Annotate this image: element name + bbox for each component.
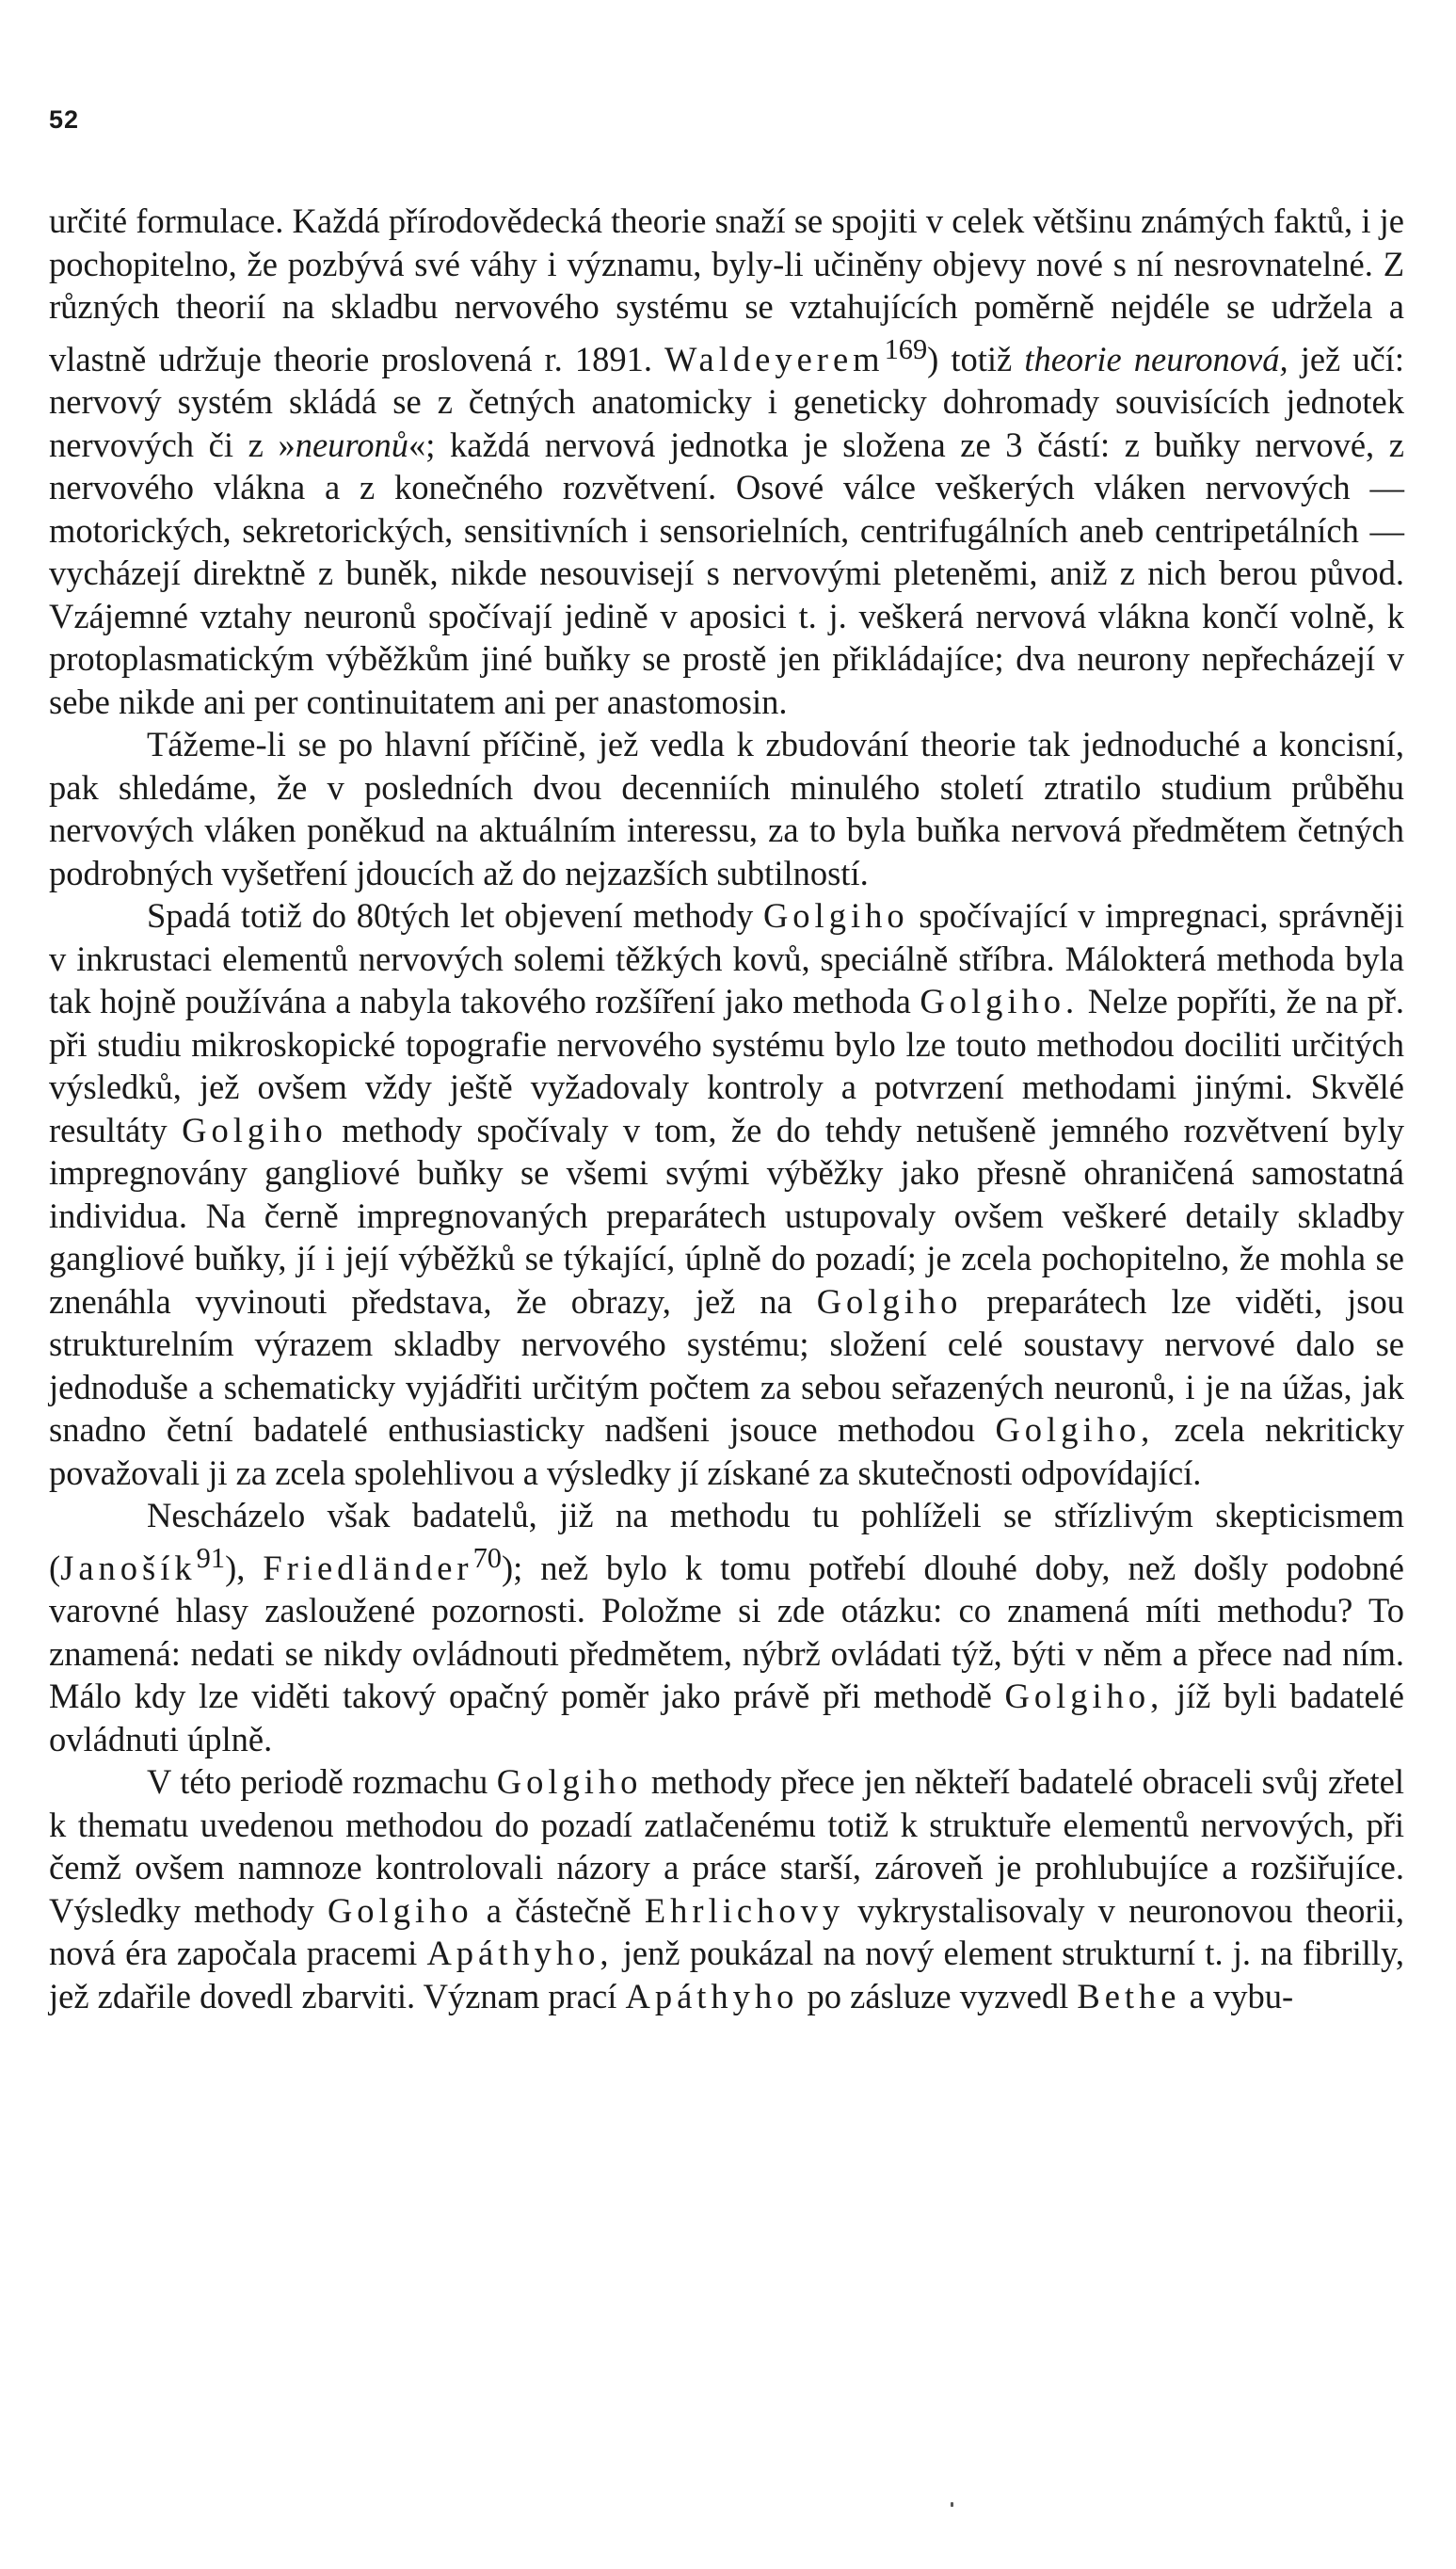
text-run: Nescházelo však badatelů, již na methodu tu pohlíželi se střízlivým skepticismem ( — [49, 1496, 1404, 1587]
text-run: jenž poukázal na nový element strukturní t. j. na fibrilly, jež zdařile dovedl zbarviti. Význam prací — [49, 1934, 1404, 2015]
page-number: 52 — [49, 105, 80, 134]
reference-number: 169 — [884, 332, 928, 365]
text-run: methody spočívaly v tom, že do tehdy netušeně jemného rozvětvení byly impregnovány gangliové buňky se všemi svými výběžky jako přesně ohraničená samostatná individua. Na černě impregnovaných preparátech ustupovaly ovšem veškeré detaily skladby gangliové buňky, jí i její výběžků se týkající, úplně do pozadí; je zcela pochopitelno, že mohla se znenáhla vyvinouti představa, že obrazy, jež na — [49, 1110, 1405, 1321]
text-run: Nelze popříti, že na př. při studiu mikroskopické topografie nervového systému bylo lze touto methodou dociliti určitých výsledků, jež ovšem vždy ještě vyžadovaly kontroly a potvrzení methodami jinými. Skvělé resultáty — [49, 982, 1404, 1149]
reference-number: 70 — [472, 1541, 502, 1574]
paragraph — [49, 200, 1404, 723]
text-run: «; každá nervová jednotka je složena ze 3 částí: z buňky nervové, z nervového vlákna a z konečného rozvětvení. Osové válce veškerých vláken nervových — motorických, sekretorických, sensitivních i sensorielních, centrifugálních aneb centripetálních — vycházejí direktně z buněk, nikde nesouvisejí s nervovými pleteněmi, aniž z nich berou původ. Vzájemné vztahy neuronů spočívají jedině v aposici t. j. veškerá nervová vlákna končí volně, k protoplasmatickým výběžkům jiné buňky se prostě jen přikládajíce; dva neurony nepřecházejí v sebe nikde ani per continuitatem ani per anastomosin. — [49, 425, 1404, 721]
reference-number: 91 — [196, 1541, 226, 1574]
text-run: zcela nekriticky považovali ji za zcela spolehlivou a výsledky jí získané za skutečnosti odpovídající. — [49, 1410, 1405, 1492]
spaced-name: Golgiho — [496, 1762, 643, 1802]
text-run: Spadá totiž do 80tých let objevení methody — [147, 896, 763, 936]
spaced-name: Apáthyho — [625, 1976, 799, 2015]
spaced-name: Friedländer — [263, 1548, 473, 1587]
spaced-name: Ehrlichovy — [644, 1890, 845, 1930]
paragraph — [49, 723, 1404, 894]
text-run: V této periodě rozmachu — [147, 1762, 497, 1802]
body-text — [49, 200, 1404, 2017]
text-run: jíž byli badatelé ovládnuti úplně. — [49, 1677, 1404, 1758]
text-run: a vybu- — [1180, 1976, 1294, 2015]
spaced-name: Waldeyerem — [664, 339, 885, 378]
text-run: methody přece jen někteří badatelé obraceli svůj zřetel k thematu uvedenou methodou do pozadí zatlačenému totiž k struktuře elementů nervových, při čemž ovšem namnoze kontrolovali názory a práce starší, zároveň je prohlubujíce a rozšiřujíce. Výsledky methody — [49, 1762, 1405, 1930]
spaced-name: Golgiho — [182, 1110, 328, 1149]
spaced-name: Golgiho — [816, 1281, 963, 1321]
spaced-name: Janošík — [60, 1548, 197, 1587]
text-run: vykrystalisovaly v neuronovou theorii, nová éra započala pracemi — [49, 1890, 1404, 1973]
spaced-name: Golgiho, — [1004, 1677, 1164, 1716]
text-run: ), — [225, 1548, 264, 1587]
italic-term: neuronů — [295, 425, 409, 464]
text-run: jež učí: nervový systém skládá se z četných anatomicky i geneticky dohromady souvisících jednotek nervových či z » — [49, 339, 1405, 464]
text-run: a částečně — [472, 1890, 645, 1930]
spaced-name: Apáthyho, — [426, 1934, 614, 1973]
text-run: ); než bylo k tomu potřebí dlouhé doby, než došly podobné varovné hlasy zasloužené pozornosti. Položme si zde otázku: co znamená míti methodu? To znamená: nedati se nikdy ovládnouti předmětem, nýbrž ovládati týž, býti v něm a přece nad ním. Málo kdy lze viděti takový opačný poměr jako právě při methodě — [49, 1548, 1404, 1716]
spaced-name: Golgiho — [762, 896, 909, 936]
text-run: Tážeme-li se po hlavní příčině, jež vedla k zbudování theorie tak jednoduché a koncisní, pak shledáme, že v posledních dvou decenniích minulého století ztratilo studium průběhu nervových vláken poněkud na aktuálním interessu, za to byla buňka nervová předmětem četných podrobných vyšetření jdoucích až do nejzazších subtilností. — [49, 725, 1404, 892]
spaced-name: Bethe — [1077, 1976, 1181, 2015]
paragraph — [49, 894, 1404, 1494]
spaced-name: Golgiho. — [920, 982, 1080, 1021]
print-speck — [951, 2502, 953, 2507]
text-run: preparátech lze viděti, jsou strukturelním výrazem skladby nervového systému; složení celé soustavy nervové dalo se jednoduše a schematicky vyjádřiti určitým počtem za sebou seřazených neuronů, i je na úžas, jak snadno četní badatelé enthusiasticky nadšeni jsouce methodou — [49, 1281, 1404, 1450]
text-run: ) totiž — [927, 339, 1025, 378]
spaced-name: Golgiho — [327, 1890, 473, 1930]
paragraph — [49, 1494, 1404, 1760]
spaced-name: Golgiho, — [995, 1410, 1155, 1450]
text-run: určité formulace. Každá přírodovědecká theorie snaží se spojiti v celek většinu známých faktů, i je pochopitelno, že pozbývá své váhy i významu, byly-li učiněny objevy nové s ní nesrovnatelné. Z různých theorií na skladbu nervového systému se vztahujících poměrně nejdéle se udržela a vlastně udržuje theorie proslovená r. 1891. — [49, 201, 1404, 378]
text-run: spočívající v impregnaci, správněji v inkrustaci elementů nervových solemi těžkých kovů, speciálně stříbra. Málokterá methoda byla tak hojně používána a nabyla takového rozšíření jako methoda — [49, 896, 1405, 1021]
italic-term: theorie neuronová, — [1024, 339, 1288, 378]
text-run: po zásluze vyzvedl — [798, 1976, 1078, 2015]
paragraph — [49, 1760, 1404, 2017]
